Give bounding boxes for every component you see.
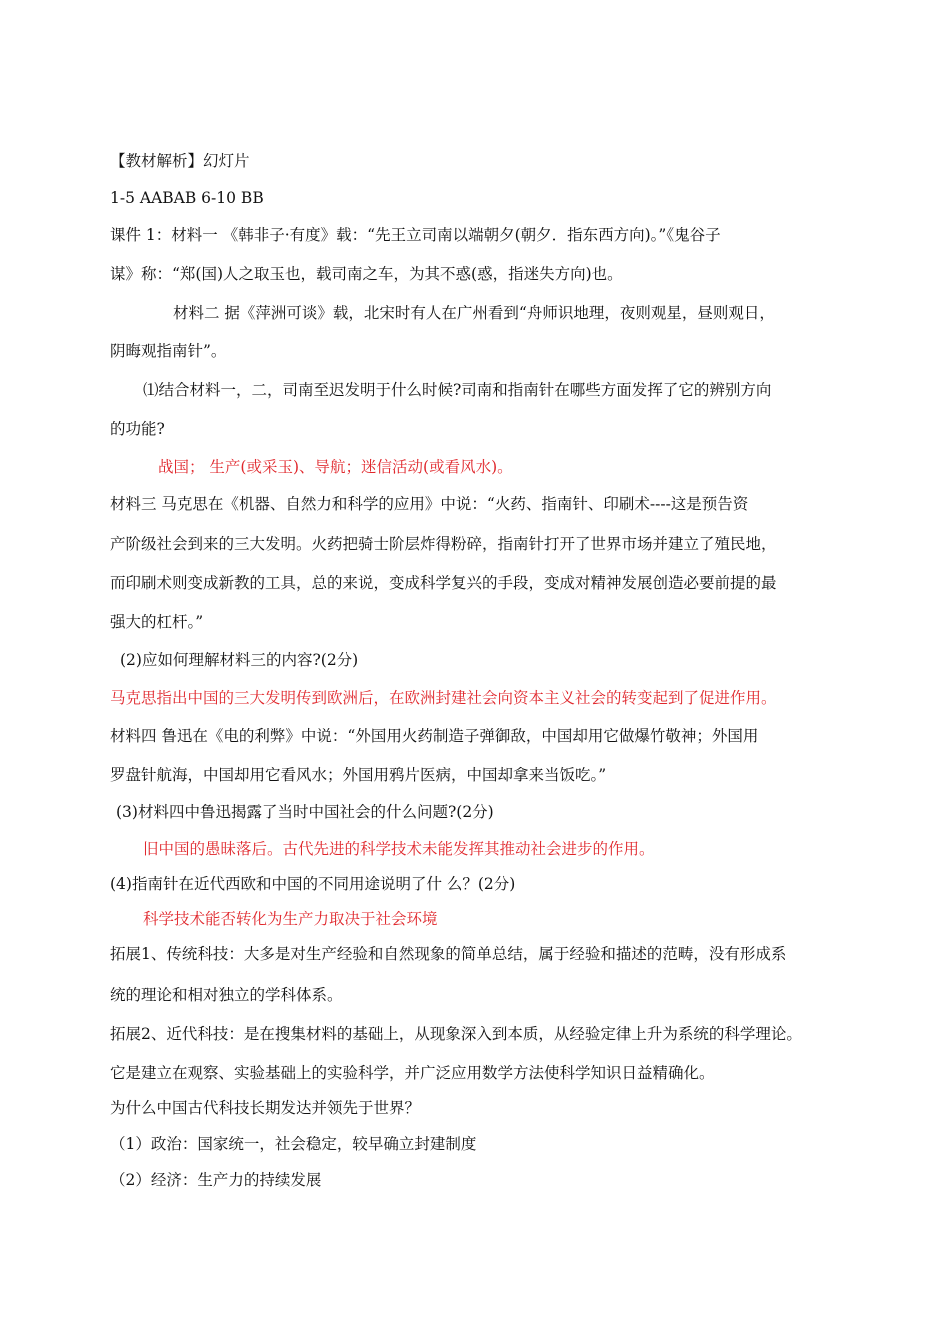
question-1-line-1: ⑴结合材料一，二，司南至迟发明于什么时候?司南和指南针在哪些方面发挥了它的辨别方向 (143, 381, 772, 399)
extension-1-line-1: 拓展1、传统科技：大多是对生产经验和自然现象的简单总结，属于经验和描述的范畴，没有形成系 (110, 945, 787, 963)
material-three-line-1: 材料三 马克思在《机器、自然力和科学的应用》中说：“火药、指南针、印刷术----这是预告资 (110, 495, 749, 513)
answer-3: 旧中国的愚昧落后。古代先进的科学技术未能发挥其推动社会进步的作用。 (143, 840, 655, 858)
material-two-line-2: 阴晦观指南针”。 (110, 342, 227, 360)
material-four-line-2: 罗盘针航海，中国却用它看风水；外国用鸦片医病，中国却拿来当饭吃。” (110, 766, 607, 784)
material-four-line-1: 材料四 鲁迅在《电的利弊》中说：“外国用火药制造子弹御敌，中国却用它做爆竹敬神；外国用 (110, 727, 759, 745)
material-three-line-3: 而印刷术则变成新教的工具，总的来说，变成科学复兴的手段，变成对精神发展创造必要前提的最 (110, 574, 777, 592)
reason-2: （2）经济：生产力的持续发展 (110, 1171, 322, 1189)
extension-1-line-2: 统的理论和相对独立的学科体系。 (110, 986, 343, 1004)
question-2: (2)应如何理解材料三的内容?(2分) (120, 651, 359, 669)
question-4: (4)指南针在近代西欧和中国的不同用途说明了什 么？(2分) (110, 875, 516, 893)
answer-key: 1-5 AABAB 6-10 BB (110, 189, 264, 207)
material-three-line-4: 强大的杠杆。” (110, 613, 204, 631)
question-1-line-2: 的功能? (110, 420, 165, 438)
answer-4: 科学技术能否转化为生产力取决于社会环境 (143, 910, 438, 928)
material-one-line-1: 课件 1：材料一 《韩非子·有度》载：“先王立司南以端朝夕(朝夕．指东西方向)。”《鬼谷子 (110, 226, 721, 244)
material-one-line-2: 谋》称：“郑(国)人之取玉也，载司南之车，为其不惑(惑，指迷失方向)也。 (110, 265, 623, 283)
section-heading: 【教材解析】幻灯片 (110, 152, 250, 170)
question-3: (3)材料四中鲁迅揭露了当时中国社会的什么问题?(2分) (116, 803, 494, 821)
answer-2: 马克思指出中国的三大发明传到欧洲后，在欧洲封建社会向资本主义社会的转变起到了促进作用。 (110, 689, 777, 707)
extension-2-line-1: 拓展2、近代科技：是在搜集材料的基础上，从现象深入到本质，从经验定律上升为系统的科学理论。 (110, 1025, 802, 1043)
material-three-line-2: 产阶级社会到来的三大发明。火药把骑士阶层炸得粉碎，指南针打开了世界市场并建立了殖民地， (110, 535, 777, 553)
extension-2-line-2: 它是建立在观察、实验基础上的实验科学，并广泛应用数学方法使科学知识日益精确化。 (110, 1064, 715, 1082)
question-why: 为什么中国古代科技长期发达并领先于世界？ (110, 1099, 421, 1117)
answer-1: 战国； 生产(或采玉)、导航；迷信活动(或看风水)。 (158, 458, 513, 476)
material-two-line-1: 材料二 据《萍洲可谈》载，北宋时有人在广州看到“舟师识地理，夜则观星，昼则观日， (173, 304, 775, 322)
reason-1: （1）政治：国家统一，社会稳定，较早确立封建制度 (110, 1135, 477, 1153)
